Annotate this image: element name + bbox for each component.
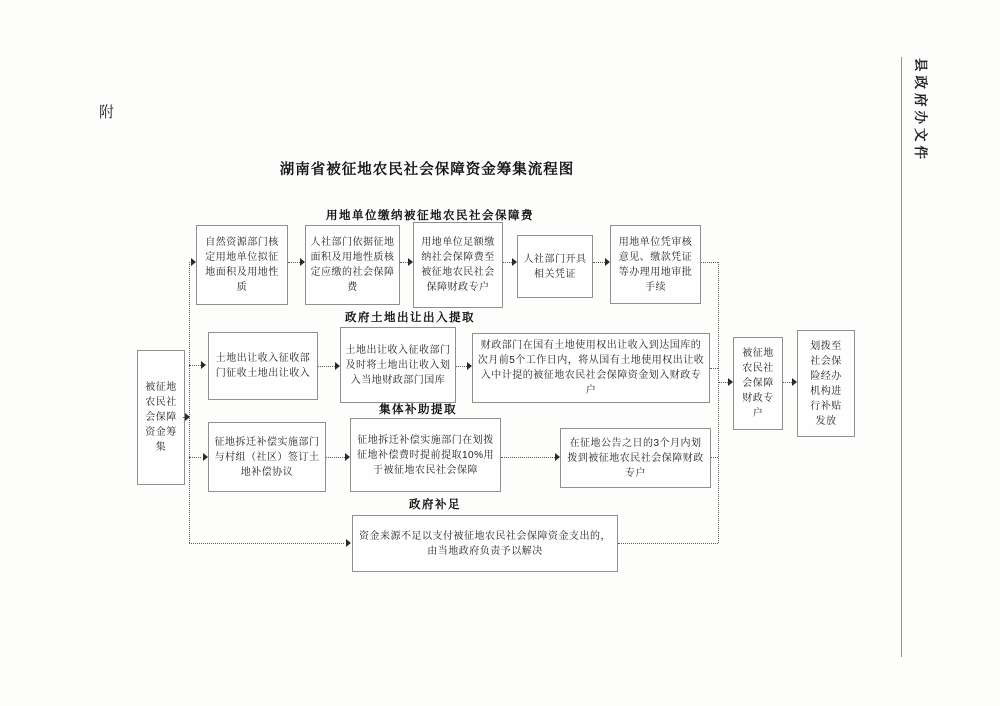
section-header-land-transfer: 政府土地出让出入提取 <box>345 312 475 324</box>
connector <box>593 262 605 263</box>
arrowhead <box>300 258 305 266</box>
flow-box-compensation-agreement: 征地拆迁补偿实施部门与村组（社区）签订土地补偿协议 <box>208 422 326 492</box>
flow-box-government-covers-shortfall: 资金来源不足以支付被征地农民社会保障资金支出的，由当地政府负责予以解决 <box>352 515 618 572</box>
arrowhead <box>605 258 610 266</box>
arrowhead <box>792 378 797 386</box>
connector-right-vertical <box>718 262 719 543</box>
section-header-collective-subsidy: 集体补助提取 <box>379 404 457 416</box>
arrowhead <box>201 361 206 369</box>
page-title: 湖南省被征地农民社会保障资金筹集流程图 <box>279 162 575 178</box>
sidebar-rule-line <box>901 57 902 657</box>
flow-box-natural-resources-check: 自然资源部门核定用地单位拟征地面积及用地性质 <box>196 225 288 305</box>
arrowhead <box>555 453 560 461</box>
connector <box>189 457 201 458</box>
arrowhead <box>467 362 472 370</box>
connector <box>618 543 718 544</box>
flow-box-fiscal-special-account: 被征地农民社会保障财政专户 <box>733 337 783 430</box>
connector <box>501 457 555 458</box>
flow-box-revenue-to-treasury: 土地出让收入征收部门及时将土地出让收入划入当地财政部门国库 <box>340 327 456 403</box>
section-header-government-supplement: 政府补足 <box>409 499 461 511</box>
arrowhead <box>346 539 351 547</box>
attachment-label: 附 <box>99 104 115 121</box>
arrowhead <box>345 453 350 461</box>
arrowhead <box>408 258 413 266</box>
connector <box>400 262 408 263</box>
connector <box>288 262 300 263</box>
connector <box>189 365 201 366</box>
connector <box>783 382 792 383</box>
arrowhead <box>203 453 208 461</box>
connector <box>710 368 718 369</box>
flow-box-transfer-within-3-months: 在征地公告之日的3个月内划拨到被征地农民社会保障财政专户 <box>560 428 711 488</box>
connector <box>318 366 335 367</box>
connector <box>701 262 718 263</box>
arrowhead <box>191 258 196 266</box>
flow-box-hr-bureau-assess-fee: 人社部门依据征地面积及用地性质核定应缴的社会保障费 <box>305 225 400 305</box>
flow-box-collect-land-revenue: 土地出让收入征收部门征收土地出让收入 <box>208 332 318 400</box>
connector <box>711 457 718 458</box>
arrowhead <box>512 258 517 266</box>
flow-box-withhold-ten-percent: 征地拆迁补偿实施部门在划拨征地补偿费时提前提取10%用于被征地农民社会保障 <box>350 418 501 492</box>
flow-box-fund-raising-start: 被征地农民社会保障资金筹集 <box>137 350 185 485</box>
flow-box-hr-bureau-voucher: 人社部门开具相关凭证 <box>517 235 593 298</box>
connector <box>189 543 344 544</box>
flow-box-subsidy-disbursement: 划拨至社会保险经办机构进行补贴发放 <box>797 330 855 437</box>
flow-box-unit-full-payment: 用地单位足额缴纳社会保障费至被征地农民社会保障财政专户 <box>413 222 503 308</box>
arrowhead <box>185 413 190 421</box>
connector <box>503 262 512 263</box>
arrowhead <box>335 362 340 370</box>
sidebar-vertical-label: 县政府办文件 <box>913 58 928 163</box>
section-header-unit-payment: 用地单位缴纳被征地农民社会保障费 <box>326 210 534 222</box>
flow-box-land-approval-procedure: 用地单位凭审核意见、缴款凭证等办理用地审批手续 <box>610 225 701 304</box>
connector <box>326 457 345 458</box>
flow-box-finance-dept-transfer: 财政部门在国有土地使用权出让收入到达国库的次月前5个工作日内，将从国有土地使用权出让收入中计提的被征地农民社会保障资金划入财政专户 <box>472 333 710 403</box>
connector <box>718 382 728 383</box>
connector <box>456 366 467 367</box>
arrowhead <box>728 378 733 386</box>
connector-left-vertical <box>189 262 190 543</box>
